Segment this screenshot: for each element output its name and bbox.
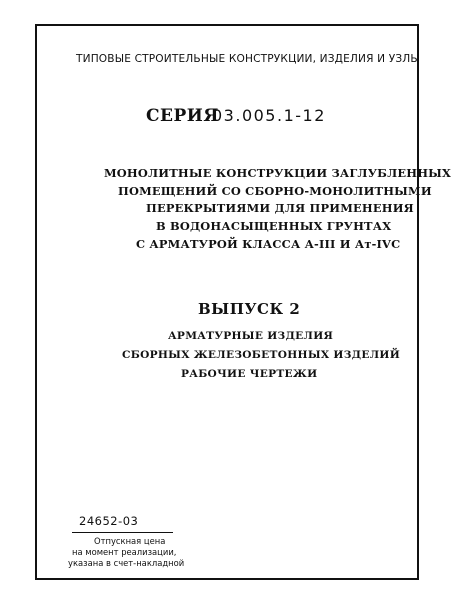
title-line-2: ПОМЕЩЕНИЙ СО СБОРНО-МОНОЛИТНЫМИ xyxy=(118,184,432,198)
document-header: ТИПОВЫЕ СТРОИТЕЛЬНЫЕ КОНСТРУКЦИИ, ИЗДЕЛИЯ И УЗЛЫ xyxy=(76,53,420,65)
series-code: 03.005.1-12 xyxy=(212,106,326,125)
subtitle-line-1: АРМАТУРНЫЕ ИЗДЕЛИЯ xyxy=(168,330,334,342)
price-note-line-2: на момент реализации, xyxy=(72,547,177,557)
price-note-line-3: указана в счет-накладной xyxy=(68,558,185,568)
price-note-line-1: Отпускная цена xyxy=(94,536,166,546)
document-number: 24652-03 xyxy=(79,514,139,528)
subtitle-line-3: РАБОЧИЕ ЧЕРТЕЖИ xyxy=(181,368,318,380)
issue-heading: ВЫПУСК 2 xyxy=(198,300,301,318)
title-line-3: ПЕРЕКРЫТИЯМИ ДЛЯ ПРИМЕНЕНИЯ xyxy=(146,201,414,215)
number-underline xyxy=(72,532,173,533)
title-line-5: С АРМАТУРОЙ КЛАССА А-III И Ат-IVС xyxy=(136,237,401,251)
title-line-4: В ВОДОНАСЫЩЕННЫХ ГРУНТАХ xyxy=(156,219,392,233)
subtitle-line-2: СБОРНЫХ ЖЕЛЕЗОБЕТОННЫХ ИЗДЕЛИЙ xyxy=(122,349,401,361)
title-line-1: МОНОЛИТНЫЕ КОНСТРУКЦИИ ЗАГЛУБЛЕННЫХ xyxy=(104,166,452,180)
series-label: СЕРИЯ xyxy=(146,106,219,126)
